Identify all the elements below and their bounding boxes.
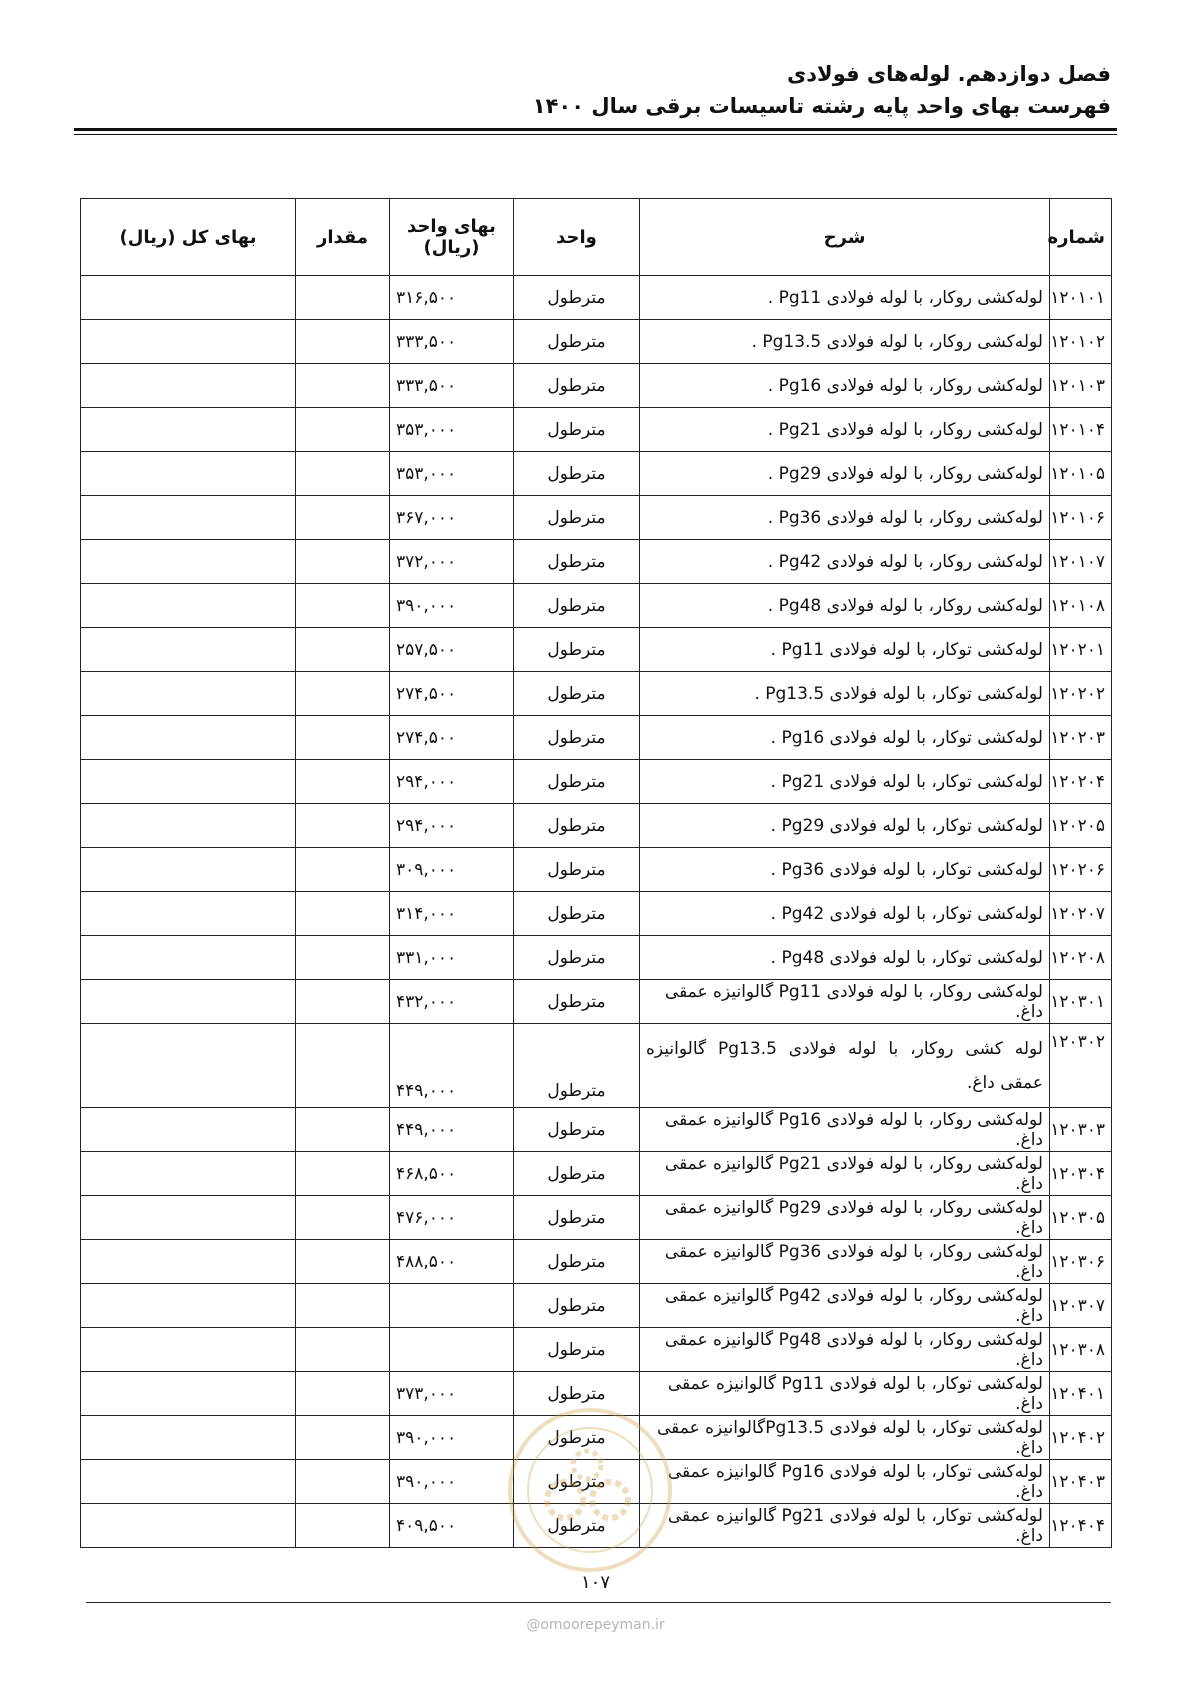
table-row [81,936,1112,980]
item-description-cell: لوله‌کشی توکار، با لوله فولادی Pg42 . [640,892,1050,936]
item-description-cell: لوله کشی روکار، با لوله فولادی Pg13.5 گالوانیزه عمقی داغ. [640,1024,1050,1108]
item-code-cell: ۱۲۰۲۰۴ [1050,760,1112,804]
item-description-cell: لوله‌کشی روکار، با لوله فولادی Pg42 گالوانیزه عمقی داغ. [640,1284,1050,1328]
item-quantity-cell [296,848,390,892]
item-description-cell: لوله‌کشی روکار، با لوله فولادی Pg36 گالوانیزه عمقی داغ. [640,1240,1050,1284]
item-code-cell: ۱۲۰۴۰۲ [1050,1416,1112,1460]
item-unit-price-cell: ۴۰۹,۵۰۰ [390,1504,514,1548]
item-description-cell: لوله‌کشی توکار، با لوله فولادی Pg11 گالوانیزه عمقی داغ. [640,1372,1050,1416]
item-unit-price-cell: ۴۴۹,۰۰۰ [390,1024,514,1108]
item-unit-cell: مترطول [514,584,640,628]
item-total-price-cell [81,1460,296,1504]
item-unit-price-cell: ۳۹۰,۰۰۰ [390,1460,514,1504]
item-total-price-cell [81,848,296,892]
item-description-cell: لوله‌کشی روکار، با لوله فولادی Pg42 . [640,540,1050,584]
item-description-cell: لوله‌کشی توکار، با لوله فولادی Pg13.5گالوانیزه عمقی داغ. [640,1416,1050,1460]
item-quantity-cell [296,540,390,584]
item-unit-cell: مترطول [514,408,640,452]
item-description-cell: لوله‌کشی روکار، با لوله فولادی Pg29 . [640,452,1050,496]
item-total-price-cell [81,1196,296,1240]
item-unit-price-cell: ۴۳۲,۰۰۰ [390,980,514,1024]
item-total-price-cell [81,584,296,628]
item-total-price-cell [81,760,296,804]
item-code-cell: ۱۲۰۱۰۷ [1050,540,1112,584]
item-total-price-cell [81,1152,296,1196]
item-unit-cell: مترطول [514,804,640,848]
item-unit-cell: مترطول [514,1152,640,1196]
table-row [81,848,1112,892]
item-description-cell: لوله‌کشی روکار، با لوله فولادی Pg48 . [640,584,1050,628]
item-unit-price-cell: ۳۳۳,۵۰۰ [390,320,514,364]
item-unit-price-cell: ۴۷۶,۰۰۰ [390,1196,514,1240]
item-unit-price-cell: ۳۳۳,۵۰۰ [390,364,514,408]
item-unit-cell: مترطول [514,496,640,540]
item-code-cell: ۱۲۰۱۰۴ [1050,408,1112,452]
item-code-cell: ۱۲۰۳۰۸ [1050,1328,1112,1372]
item-total-price-cell [81,1108,296,1152]
table-row [81,1196,1112,1240]
item-unit-price-cell: ۲۹۴,۰۰۰ [390,760,514,804]
item-unit-cell: مترطول [514,980,640,1024]
item-total-price-cell [81,1416,296,1460]
item-unit-price-cell: ۳۶۷,۰۰۰ [390,496,514,540]
item-description-cell: لوله‌کشی روکار، با لوله فولادی Pg29 گالوانیزه عمقی داغ. [640,1196,1050,1240]
item-total-price-cell [81,1024,296,1108]
item-quantity-cell [296,276,390,320]
table-row [81,276,1112,320]
item-quantity-cell [296,584,390,628]
table-row [81,1240,1112,1284]
item-unit-cell: مترطول [514,320,640,364]
item-unit-price-cell [390,1328,514,1372]
item-total-price-cell [81,452,296,496]
item-total-price-cell [81,276,296,320]
table-row [81,1284,1112,1328]
table-row [81,364,1112,408]
item-description-cell: لوله‌کشی روکار، با لوله فولادی Pg11 گالوانیزه عمقی داغ. [640,980,1050,1024]
item-unit-price-cell: ۳۷۳,۰۰۰ [390,1372,514,1416]
table-row [81,628,1112,672]
item-description-cell: لوله‌کشی توکار، با لوله فولادی Pg16 گالوانیزه عمقی داغ. [640,1460,1050,1504]
table-row [81,804,1112,848]
item-unit-cell: مترطول [514,892,640,936]
item-unit-price-cell: ۳۹۰,۰۰۰ [390,584,514,628]
item-unit-price-cell: ۴۶۸,۵۰۰ [390,1152,514,1196]
table-row [81,452,1112,496]
item-code-cell: ۱۲۰۲۰۱ [1050,628,1112,672]
item-unit-price-cell: ۲۷۴,۵۰۰ [390,716,514,760]
item-code-cell: ۱۲۰۲۰۵ [1050,804,1112,848]
item-code-cell: ۱۲۰۱۰۶ [1050,496,1112,540]
header-rule-thick [74,128,1117,131]
item-total-price-cell [81,496,296,540]
item-quantity-cell [296,980,390,1024]
page-number: ۱۰۷ [580,1572,610,1593]
table-row [81,760,1112,804]
price-table [80,198,1112,1548]
item-unit-cell: مترطول [514,276,640,320]
item-code-cell: ۱۲۰۲۰۲ [1050,672,1112,716]
item-unit-cell: مترطول [514,1372,640,1416]
item-unit-cell: مترطول [514,628,640,672]
item-quantity-cell [296,628,390,672]
item-unit-cell: مترطول [514,672,640,716]
item-description-cell: لوله‌کشی توکار، با لوله فولادی Pg48 . [640,936,1050,980]
item-quantity-cell [296,804,390,848]
item-quantity-cell [296,1328,390,1372]
item-quantity-cell [296,892,390,936]
item-quantity-cell [296,1240,390,1284]
item-total-price-cell [81,672,296,716]
item-unit-price-cell: ۲۵۷,۵۰۰ [390,628,514,672]
item-total-price-cell [81,1240,296,1284]
item-unit-cell: مترطول [514,848,640,892]
item-unit-price-cell: ۳۳۱,۰۰۰ [390,936,514,980]
item-unit-price-cell: ۲۹۴,۰۰۰ [390,804,514,848]
item-code-cell: ۱۲۰۲۰۶ [1050,848,1112,892]
item-code-cell: ۱۲۰۳۰۴ [1050,1152,1112,1196]
document-subtitle: فهرست بهای واحد پایه رشته تاسیسات برقی سال ۱۴۰۰ [532,94,1111,118]
item-description-cell: لوله‌کشی روکار، با لوله فولادی Pg16 گالوانیزه عمقی داغ. [640,1108,1050,1152]
item-code-cell: ۱۲۰۳۰۶ [1050,1240,1112,1284]
column-header-description: شرح [640,199,1050,276]
item-description-cell: لوله‌کشی روکار، با لوله فولادی Pg13.5 . [640,320,1050,364]
item-description-cell: لوله‌کشی توکار، با لوله فولادی Pg36 . [640,848,1050,892]
item-unit-cell: مترطول [514,452,640,496]
column-header-quantity: مقدار [296,199,390,276]
item-unit-cell: مترطول [514,936,640,980]
table-body [81,276,1112,1548]
table-row [81,1024,1112,1108]
item-code-cell: ۱۲۰۲۰۸ [1050,936,1112,980]
item-total-price-cell [81,1284,296,1328]
item-total-price-cell [81,716,296,760]
item-description-cell: لوله‌کشی روکار، با لوله فولادی Pg48 گالوانیزه عمقی داغ. [640,1328,1050,1372]
item-unit-cell: مترطول [514,1284,640,1328]
item-code-cell: ۱۲۰۳۰۵ [1050,1196,1112,1240]
item-total-price-cell [81,540,296,584]
table-row [81,1328,1112,1372]
item-quantity-cell [296,760,390,804]
table-row [81,540,1112,584]
item-quantity-cell [296,672,390,716]
item-quantity-cell [296,1024,390,1108]
item-quantity-cell [296,1416,390,1460]
item-quantity-cell [296,1152,390,1196]
item-unit-price-cell: ۴۸۸,۵۰۰ [390,1240,514,1284]
table-header-row [81,199,1112,276]
item-unit-cell: مترطول [514,1108,640,1152]
item-quantity-cell [296,716,390,760]
item-unit-cell: مترطول [514,540,640,584]
item-description-cell: لوله‌کشی توکار، با لوله فولادی Pg29 . [640,804,1050,848]
item-code-cell: ۱۲۰۴۰۱ [1050,1372,1112,1416]
item-code-cell: ۱۲۰۱۰۸ [1050,584,1112,628]
table-row [81,716,1112,760]
item-description-cell: لوله‌کشی توکار، با لوله فولادی Pg21 گالوانیزه عمقی داغ. [640,1504,1050,1548]
item-unit-cell: مترطول [514,1024,640,1108]
item-quantity-cell [296,1284,390,1328]
item-quantity-cell [296,364,390,408]
item-code-cell: ۱۲۰۲۰۷ [1050,892,1112,936]
table-row [81,892,1112,936]
table-row [81,408,1112,452]
table-row [81,1152,1112,1196]
item-unit-cell: مترطول [514,760,640,804]
item-quantity-cell [296,1372,390,1416]
item-unit-cell: مترطول [514,1460,640,1504]
item-quantity-cell [296,936,390,980]
item-description-cell: لوله‌کشی روکار، با لوله فولادی Pg21 . [640,408,1050,452]
item-code-cell: ۱۲۰۱۰۳ [1050,364,1112,408]
item-code-cell: ۱۲۰۳۰۳ [1050,1108,1112,1152]
item-code-cell: ۱۲۰۲۰۳ [1050,716,1112,760]
chapter-title: فصل دوازدهم. لوله‌های فولادی [787,62,1111,86]
item-description-cell: لوله‌کشی توکار، با لوله فولادی Pg16 . [640,716,1050,760]
footer-rule [86,1602,1111,1603]
item-quantity-cell [296,1108,390,1152]
item-total-price-cell [81,1372,296,1416]
item-total-price-cell [81,320,296,364]
item-total-price-cell [81,980,296,1024]
item-description-cell: لوله‌کشی روکار، با لوله فولادی Pg36 . [640,496,1050,540]
item-unit-price-cell [390,1284,514,1328]
item-unit-cell: مترطول [514,1196,640,1240]
column-header-unit-price: بهای واحد (ریال) [390,199,514,276]
item-total-price-cell [81,892,296,936]
item-unit-price-cell: ۳۵۳,۰۰۰ [390,452,514,496]
item-unit-cell: مترطول [514,716,640,760]
item-quantity-cell [296,1196,390,1240]
item-quantity-cell [296,320,390,364]
item-quantity-cell [296,452,390,496]
item-unit-price-cell: ۴۴۹,۰۰۰ [390,1108,514,1152]
item-unit-price-cell: ۳۷۲,۰۰۰ [390,540,514,584]
item-unit-price-cell: ۳۰۹,۰۰۰ [390,848,514,892]
item-description-cell: لوله‌کشی روکار، با لوله فولادی Pg11 . [640,276,1050,320]
watermark-text: @omoorepeyman.ir [526,1617,665,1633]
table-row [81,672,1112,716]
item-unit-price-cell: ۲۷۴,۵۰۰ [390,672,514,716]
item-description-cell: لوله‌کشی روکار، با لوله فولادی Pg16 . [640,364,1050,408]
item-quantity-cell [296,496,390,540]
item-code-cell: ۱۲۰۱۰۱ [1050,276,1112,320]
item-total-price-cell [81,804,296,848]
item-unit-price-cell: ۳۵۳,۰۰۰ [390,408,514,452]
item-code-cell: ۱۲۰۱۰۲ [1050,320,1112,364]
item-unit-price-cell: ۳۱۶,۵۰۰ [390,276,514,320]
item-unit-cell: مترطول [514,1328,640,1372]
column-header-total-price: بهای کل (ریال) [81,199,296,276]
item-total-price-cell [81,364,296,408]
table-row [81,320,1112,364]
item-code-cell: ۱۲۰۳۰۷ [1050,1284,1112,1328]
item-unit-price-cell: ۳۹۰,۰۰۰ [390,1416,514,1460]
item-total-price-cell [81,408,296,452]
item-description-cell: لوله‌کشی توکار، با لوله فولادی Pg13.5 . [640,672,1050,716]
item-unit-cell: مترطول [514,364,640,408]
item-total-price-cell [81,936,296,980]
page-header [71,58,1111,122]
item-unit-price-cell: ۳۱۴,۰۰۰ [390,892,514,936]
header-rule-thin [74,134,1117,135]
item-code-cell: ۱۲۰۳۰۱ [1050,980,1112,1024]
column-header-code: شماره [1050,199,1112,276]
item-quantity-cell [296,408,390,452]
item-description-cell: لوله‌کشی روکار، با لوله فولادی Pg21 گالوانیزه عمقی داغ. [640,1152,1050,1196]
item-unit-cell: مترطول [514,1240,640,1284]
item-total-price-cell [81,628,296,672]
item-code-cell: ۱۲۰۳۰۲ [1050,1024,1112,1108]
item-unit-cell: مترطول [514,1416,640,1460]
column-header-unit: واحد [514,199,640,276]
table-row [81,496,1112,540]
item-total-price-cell [81,1504,296,1548]
table-row [81,584,1112,628]
watermark-seal [505,1405,675,1575]
item-description-cell: لوله‌کشی توکار، با لوله فولادی Pg11 . [640,628,1050,672]
item-quantity-cell [296,1460,390,1504]
item-code-cell: ۱۲۰۱۰۵ [1050,452,1112,496]
table-row [81,1108,1112,1152]
table-row [81,980,1112,1024]
item-total-price-cell [81,1328,296,1372]
item-description-cell: لوله‌کشی توکار، با لوله فولادی Pg21 . [640,760,1050,804]
item-quantity-cell [296,1504,390,1548]
item-code-cell: ۱۲۰۴۰۳ [1050,1460,1112,1504]
item-unit-cell: مترطول [514,1504,640,1548]
item-code-cell: ۱۲۰۴۰۴ [1050,1504,1112,1548]
